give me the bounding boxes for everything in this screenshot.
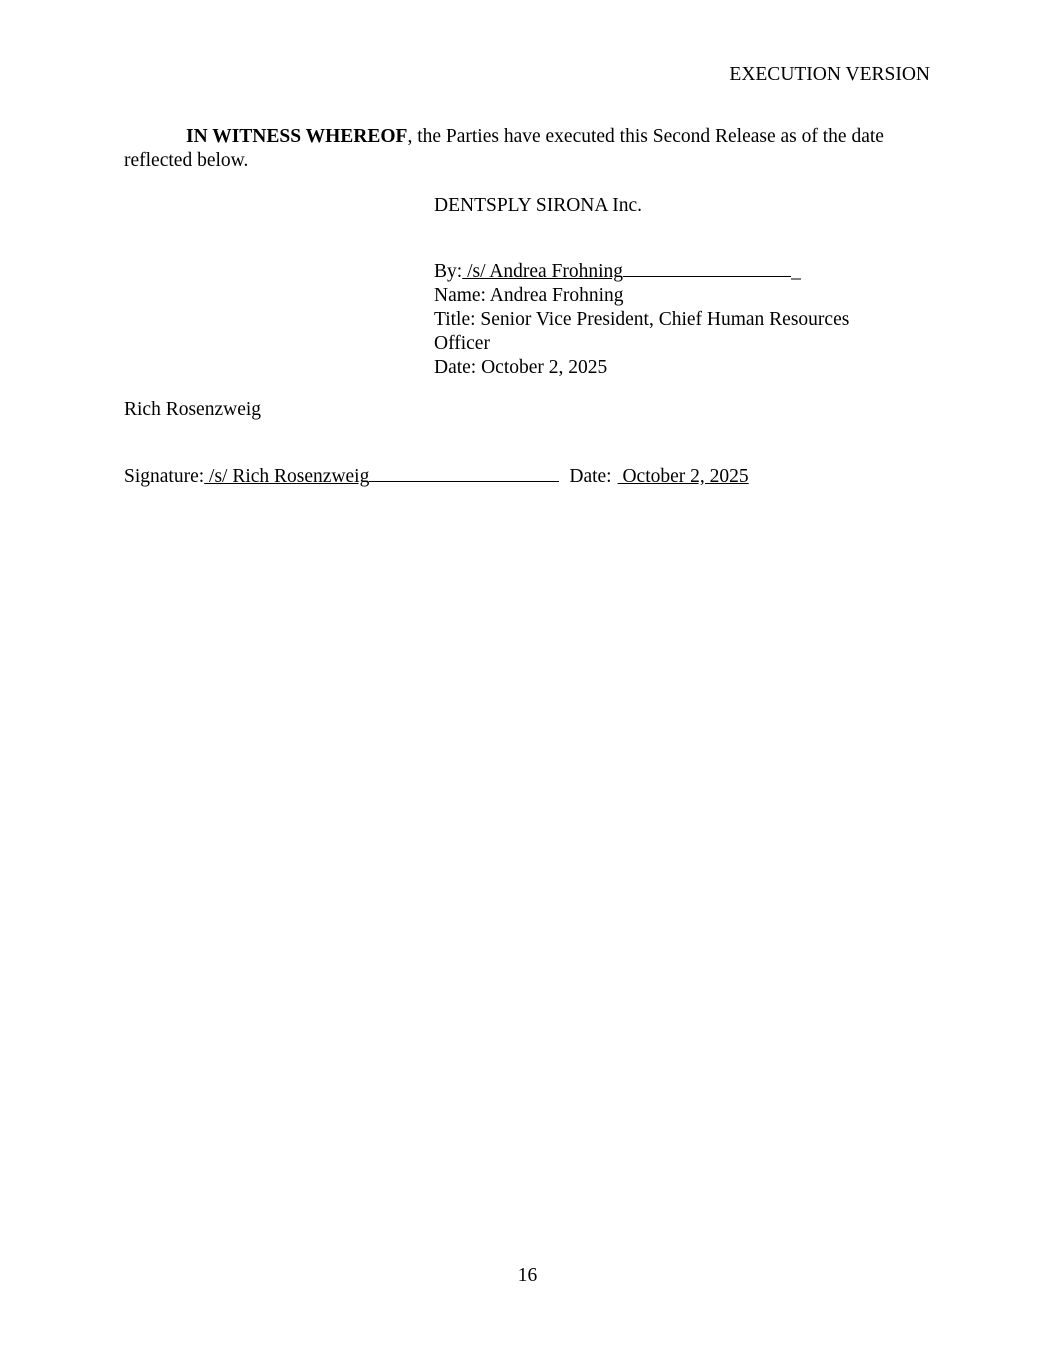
by-signature: /s/ Andrea Frohning bbox=[462, 261, 624, 282]
individual-name: Rich Rosenzweig bbox=[124, 399, 262, 420]
by-label: By: bbox=[434, 261, 463, 282]
by-line bbox=[434, 258, 914, 284]
witness-text: , the Parties have executed this Second Release as of the date reflected below. bbox=[124, 126, 884, 171]
individual-date-value: October 2, 2025 bbox=[617, 466, 749, 487]
by-trailing: _ bbox=[791, 261, 801, 282]
signature-value: /s/ Rich Rosenzweig bbox=[204, 466, 370, 487]
company-name: DENTSPLY SIRONA Inc. bbox=[434, 195, 643, 216]
title-line-1: Title: Senior Vice President, Chief Human Resources bbox=[434, 309, 850, 330]
name-line: Name: Andrea Frohning bbox=[434, 285, 624, 306]
witness-paragraph bbox=[124, 125, 934, 173]
witness-bold-lead: IN WITNESS WHEREOF bbox=[186, 126, 408, 147]
by-signature-blank bbox=[623, 258, 791, 277]
page-number: 16 bbox=[517, 1265, 538, 1286]
signature-blank bbox=[369, 463, 559, 482]
individual-date-label: Date: bbox=[569, 466, 612, 487]
individual-signature-row bbox=[124, 463, 749, 489]
signature-label: Signature: bbox=[124, 466, 205, 487]
execution-version-label: EXECUTION VERSION bbox=[729, 64, 930, 85]
company-signature-block bbox=[434, 258, 914, 380]
company-date-line: Date: October 2, 2025 bbox=[434, 357, 608, 378]
title-line-2: Officer bbox=[434, 333, 490, 354]
